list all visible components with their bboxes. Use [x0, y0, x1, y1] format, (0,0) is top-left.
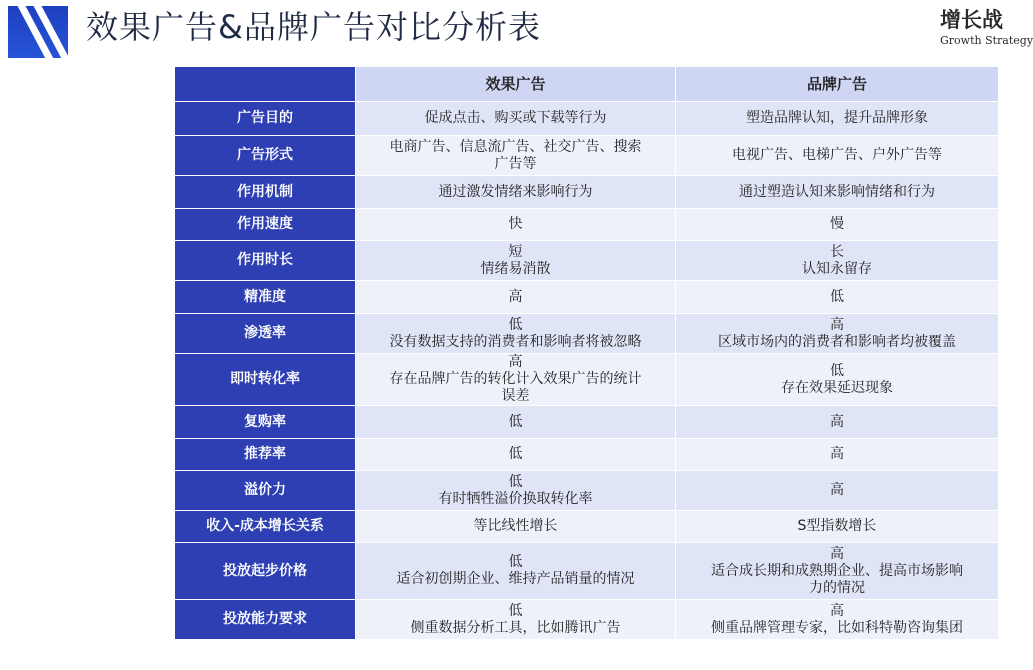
- cell-text-line: 高: [830, 545, 844, 562]
- row-label: 精准度: [175, 281, 356, 314]
- brand-cell: [676, 281, 999, 314]
- row-label: 投放起步价格: [175, 543, 356, 600]
- cell-text-line: 有时牺牲溢价换取转化率: [438, 490, 593, 507]
- table-row: [175, 176, 999, 209]
- brand-name-en: Growth Strategy: [940, 34, 1033, 47]
- effect-cell: [356, 543, 676, 600]
- effect-cell: [356, 354, 676, 406]
- cell-text-line: 高: [830, 316, 844, 333]
- cell-text-line: 高: [830, 602, 844, 619]
- cell-text-line: 通过塑造认知来影响情绪和行为: [739, 183, 935, 200]
- effect-cell: [356, 136, 676, 176]
- brand-cell: [676, 471, 999, 511]
- table-row: [175, 543, 999, 600]
- cell-text-line: 低: [508, 316, 523, 333]
- cell-text-line: 长: [830, 243, 844, 260]
- effect-cell: [356, 406, 676, 439]
- brand-cell: [676, 439, 999, 471]
- cell-text-line: 误差: [501, 388, 530, 404]
- cell-text-line: 高: [830, 446, 844, 462]
- cell-text-line: 侧重数据分析工具，比如腾讯广告: [410, 619, 621, 636]
- effect-cell: [356, 471, 676, 511]
- cell-text-line: 低: [830, 288, 844, 305]
- table-row: [175, 511, 999, 543]
- cell-text-line: 高: [508, 288, 523, 305]
- cell-text-line: 低: [508, 602, 523, 619]
- row-label: 作用机制: [175, 176, 356, 209]
- table-row: [175, 281, 999, 314]
- brand-cell: [676, 354, 999, 406]
- row-label: 推荐率: [175, 439, 356, 471]
- cell-text-line: 高: [508, 354, 523, 370]
- table-row: [175, 471, 999, 511]
- brand-name-cn: 增长战: [940, 7, 1003, 32]
- row-label: 收入-成本增长关系: [175, 511, 356, 543]
- cell-text-line: 电商广告、信息流广告、社交广告、搜索: [389, 138, 642, 155]
- effect-cell: [356, 600, 676, 640]
- effect-cell: [356, 241, 676, 281]
- effect-cell: [356, 176, 676, 209]
- cell-text-line: 通过激发情绪来影响行为: [438, 183, 593, 200]
- row-label: 渗透率: [175, 314, 356, 354]
- cell-text-line: 没有数据支持的消费者和影响者将被忽略: [389, 333, 642, 350]
- brand-cell: [676, 543, 999, 600]
- cell-text-line: 电视广告、电梯广告、户外广告等: [732, 147, 942, 163]
- cell-text-line: 高: [830, 413, 844, 430]
- row-label: 作用时长: [175, 241, 356, 281]
- row-label: 广告形式: [175, 136, 356, 176]
- row-label: 投放能力要求: [175, 600, 356, 640]
- brand-cell: [676, 209, 999, 241]
- cell-text-line: 存在品牌广告的转化计入效果广告的统计: [389, 371, 642, 387]
- cell-text-line: 认知永留存: [802, 260, 872, 277]
- brand-cell: [676, 176, 999, 209]
- page-title: 效果广告&品牌广告对比分析表: [86, 8, 541, 46]
- brand-cell: [676, 600, 999, 640]
- row-label: 溢价力: [175, 471, 356, 511]
- cell-text-line: 快: [508, 216, 523, 232]
- table-row: [175, 439, 999, 471]
- cell-text-line: 等比线性增长: [473, 518, 558, 534]
- brand-cell: [676, 406, 999, 439]
- table-row: [175, 354, 999, 406]
- cell-text-line: 低: [508, 554, 523, 570]
- brand-cell: [676, 314, 999, 354]
- cell-text-line: 侧重品牌管理专家，比如科特勒咨询集团: [711, 619, 963, 636]
- cell-text-line: 低: [508, 413, 523, 430]
- cell-text-line: 适合初创期企业、维持产品销量的情况: [396, 571, 635, 587]
- cell-text-line: 高: [830, 482, 844, 498]
- effect-cell: [356, 439, 676, 471]
- row-label: 复购率: [175, 406, 356, 439]
- cell-text-line: 力的情况: [809, 579, 865, 596]
- cell-text-line: 低: [830, 362, 844, 379]
- row-label: 作用速度: [175, 209, 356, 241]
- row-label: 即时转化率: [175, 354, 356, 406]
- brand-cell: [676, 102, 999, 136]
- table-row: [175, 406, 999, 439]
- effect-cell: [356, 102, 676, 136]
- comparison-table: [174, 66, 999, 640]
- table-row: [175, 102, 999, 136]
- row-label: 广告目的: [175, 102, 356, 136]
- effect-cell: [356, 511, 676, 543]
- header-effect-ads: 效果广告: [356, 67, 676, 102]
- brand-cell: [676, 241, 999, 281]
- brand-logo: [940, 7, 1033, 48]
- cell-text-line: 低: [508, 473, 523, 490]
- table-header-row: [175, 67, 999, 102]
- cell-text-line: 慢: [830, 216, 844, 232]
- cell-text-line: 促成点击、购买或下载等行为: [424, 110, 607, 126]
- effect-cell: [356, 209, 676, 241]
- header-corner: [175, 67, 356, 102]
- effect-cell: [356, 314, 676, 354]
- cell-text-line: S型指数增长: [797, 518, 877, 534]
- cell-text-line: 区域市场内的消费者和影响者均被覆盖: [718, 333, 956, 350]
- cell-text-line: 低: [508, 446, 523, 462]
- brand-cell: [676, 136, 999, 176]
- header-brand-ads: 品牌广告: [676, 67, 999, 102]
- cell-text-line: 存在效果延迟现象: [781, 379, 893, 396]
- table-row: [175, 136, 999, 176]
- table-row: [175, 314, 999, 354]
- table-row: [175, 209, 999, 241]
- effect-cell: [356, 281, 676, 314]
- brand-cell: [676, 511, 999, 543]
- logo-stripes-icon: [8, 6, 68, 58]
- table-row: [175, 600, 999, 640]
- table-row: [175, 241, 999, 281]
- cell-text-line: 短: [508, 243, 523, 260]
- cell-text-line: 情绪易消散: [480, 260, 551, 277]
- cell-text-line: 适合成长期和成熟期企业、提高市场影响: [711, 562, 963, 579]
- cell-text-line: 塑造品牌认知，提升品牌形象: [746, 110, 928, 126]
- cell-text-line: 广告等: [494, 155, 537, 172]
